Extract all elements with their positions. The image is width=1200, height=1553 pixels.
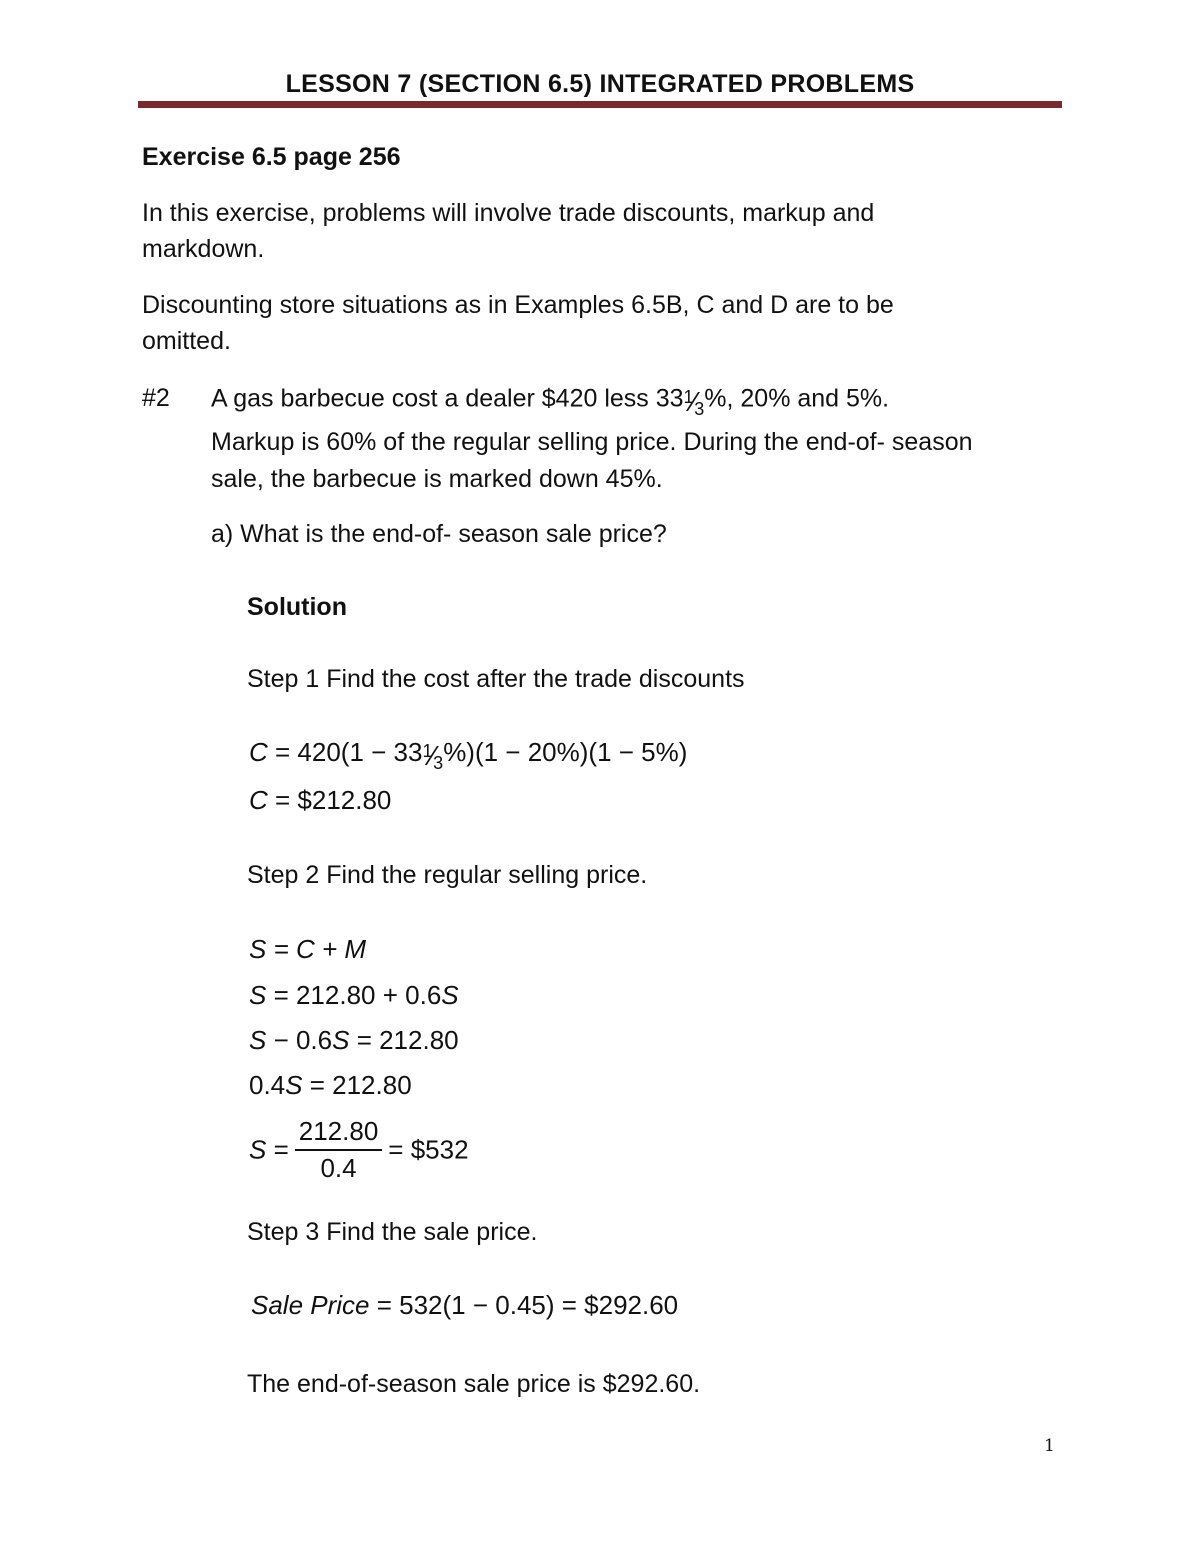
fraction-numerator: 1 bbox=[422, 741, 433, 762]
exercise-heading: Exercise 6.5 page 256 bbox=[142, 143, 401, 171]
fraction-denominator: 0.4 bbox=[320, 1153, 357, 1183]
equation-sale-price bbox=[251, 1290, 678, 1321]
intro-paragraph-1-line1: In this exercise, problems will involve trade discounts, markup and bbox=[142, 199, 875, 227]
fraction-numerator: 1 bbox=[683, 387, 694, 407]
fraction-one-third: 1⁄3 bbox=[683, 386, 705, 419]
equation-selling-price-rearranged: S − 0.6S = 212.80 bbox=[249, 1025, 459, 1055]
step-1-label: Step 1 Find the cost after the trade discounts bbox=[247, 665, 745, 693]
equation-selling-price-result: S = $\frac{212.80}{0.4}$ = $532 bbox=[249, 1116, 469, 1183]
equation-simplified-tail: = 212.80 bbox=[302, 1070, 412, 1100]
problem-line-1-text-b: %, 20% and 5%. bbox=[704, 384, 890, 413]
page-title: LESSON 7 (SECTION 6.5) INTEGRATED PROBLEMS bbox=[285, 70, 915, 98]
equation-sale-price-value: = 532(1 − 0.45) = $292.60 bbox=[369, 1290, 679, 1320]
problem-line-1 bbox=[211, 384, 890, 419]
problem-line-3: sale, the barbecue is marked down 45%. bbox=[211, 465, 663, 493]
fraction-selling-price bbox=[295, 1116, 383, 1184]
equation-selling-price-value: = $532 bbox=[388, 1134, 469, 1165]
fraction-denominator: 3 bbox=[433, 753, 444, 774]
header-rule bbox=[138, 101, 1062, 108]
conclusion-text: The end-of-season sale price is $292.60. bbox=[247, 1370, 701, 1398]
problem-question-a: a) What is the end-of- season sale price? bbox=[211, 520, 667, 548]
equation-cost-expression-a: = 420(1 − 33 bbox=[267, 737, 423, 767]
equation-cost-result bbox=[249, 785, 391, 816]
equation-rearranged-mid: − 0.6 bbox=[266, 1025, 333, 1055]
equation-cost-expression bbox=[249, 737, 688, 774]
problem-line-1-text-a: A gas barbecue cost a dealer $420 less 33 bbox=[211, 384, 684, 413]
fraction-numerator: 212.80 bbox=[295, 1116, 383, 1151]
variable-c: C bbox=[249, 737, 268, 767]
problem-line-2: Markup is 60% of the regular selling price. During the end-of- season bbox=[211, 428, 973, 456]
variable-sale-price: Sale Price bbox=[251, 1290, 370, 1320]
equation-cost-expression-b: %)(1 − 20%)(1 − 5%) bbox=[443, 737, 688, 767]
problem-number: #2 bbox=[142, 384, 170, 412]
equation-rearranged-tail: = 212.80 bbox=[349, 1025, 459, 1055]
step-2-label: Step 2 Find the regular selling price. bbox=[247, 861, 648, 889]
solution-heading: Solution bbox=[247, 593, 347, 621]
equation-selling-price-definition: S = C + M bbox=[249, 934, 367, 964]
equation-selling-price-substitution: S = 212.80 + 0.6S bbox=[249, 980, 459, 1010]
equation-substitution-rhs: = 212.80 + 0.6 bbox=[266, 980, 442, 1010]
page-number: 1 bbox=[1044, 1436, 1055, 1456]
variable-c: C bbox=[249, 785, 268, 815]
equation-cost-result-value: = $212.80 bbox=[267, 785, 392, 815]
fraction-denominator: 3 bbox=[694, 399, 705, 419]
fraction-one-third: 1⁄3 bbox=[422, 740, 444, 774]
intro-paragraph-2-line1: Discounting store situations as in Examples 6.5B, C and D are to be bbox=[142, 291, 894, 319]
intro-paragraph-1-line2: markdown. bbox=[142, 235, 265, 263]
equation-simplified-coefficient: 0.4 bbox=[249, 1070, 286, 1100]
intro-paragraph-2-line2: omitted. bbox=[142, 327, 231, 355]
step-3-label: Step 3 Find the sale price. bbox=[247, 1218, 538, 1246]
equation-selling-price-simplified: 0.4S = 212.80 bbox=[249, 1070, 412, 1100]
